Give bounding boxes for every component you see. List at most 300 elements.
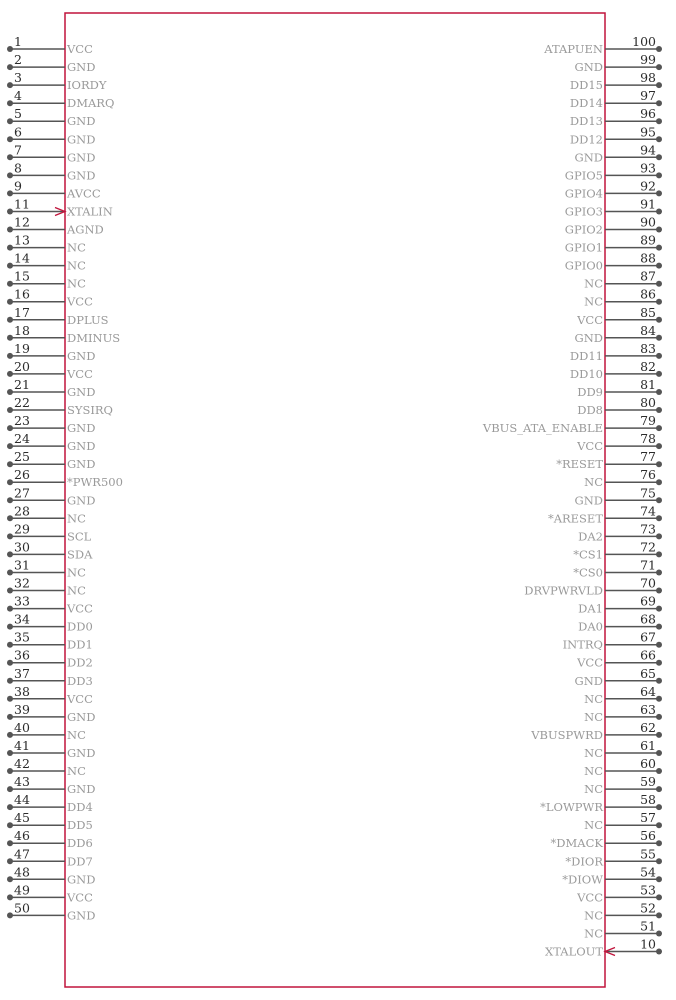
pin-number: 84 xyxy=(640,322,656,338)
pin-end-dot xyxy=(7,678,13,684)
pin-label-gnd: GND xyxy=(67,385,96,399)
pin-number: 25 xyxy=(14,449,30,465)
pin-number: 85 xyxy=(640,304,656,320)
pin-label-gnd: GND xyxy=(67,908,96,923)
pin-end-dot xyxy=(656,768,662,774)
pin-label-nc: NC xyxy=(584,691,603,706)
pin-end-dot xyxy=(656,389,662,395)
pin-end-dot xyxy=(656,515,662,521)
pin-number: 32 xyxy=(14,575,30,591)
pin-end-dot xyxy=(7,317,13,323)
pin-label-vcc: VCC xyxy=(67,890,93,905)
pin-end-dot xyxy=(656,497,662,503)
pin-end-dot xyxy=(656,696,662,702)
pin-label-gnd: GND xyxy=(574,673,603,688)
pin-end-dot xyxy=(7,46,13,52)
pin-end-dot xyxy=(656,209,662,215)
pin-number: 2 xyxy=(14,52,22,68)
pin-number: 51 xyxy=(640,918,656,934)
pin-label-dmack: *DMACK xyxy=(550,836,603,851)
pin-end-dot xyxy=(656,136,662,142)
pin-number: 27 xyxy=(14,485,30,501)
pin-number: 87 xyxy=(640,268,656,284)
pin-number: 53 xyxy=(640,882,656,898)
pin-end-dot xyxy=(656,479,662,485)
pin-label-dd6: DD6 xyxy=(67,836,93,851)
pin-label-dd3: DD3 xyxy=(67,673,93,688)
pin-label-xtalout: XTALOUT xyxy=(545,944,603,959)
pin-label-intrq: INTRQ xyxy=(562,637,603,652)
pin-end-dot xyxy=(656,931,662,937)
pin-end-dot xyxy=(656,840,662,846)
pin-end-dot xyxy=(656,461,662,467)
pin-number: 19 xyxy=(14,340,30,356)
pin-10 xyxy=(545,937,662,959)
pin-number: 68 xyxy=(640,611,656,627)
pin-end-dot xyxy=(7,551,13,557)
pin-label-vbuspwrd: VBUSPWRD xyxy=(531,727,603,742)
pin-label-nc: NC xyxy=(584,294,603,309)
pin-label-areset: *ARESET xyxy=(547,511,603,526)
pin-end-dot xyxy=(656,317,662,323)
pin-label-xtalin: XTALIN xyxy=(67,204,113,219)
pin-end-dot xyxy=(656,407,662,413)
pin-label-pwr500: *PWR500 xyxy=(67,475,123,490)
pin-end-dot xyxy=(656,876,662,882)
pin-end-dot xyxy=(7,461,13,467)
pin-end-dot xyxy=(7,497,13,503)
pin-number: 58 xyxy=(640,792,656,808)
pin-label-nc: NC xyxy=(584,782,603,797)
pin-label-gnd: GND xyxy=(574,150,603,165)
pin-label-nc: NC xyxy=(67,565,86,580)
pin-number: 33 xyxy=(14,593,30,609)
pin-label-gnd: GND xyxy=(67,168,96,183)
pin-number: 65 xyxy=(640,665,656,681)
pin-label-dd13: DD13 xyxy=(569,114,603,129)
pin-number: 97 xyxy=(640,88,656,104)
pin-end-dot xyxy=(7,822,13,828)
pin-end-dot xyxy=(656,804,662,810)
pin-number: 52 xyxy=(640,900,656,916)
pin-label-gnd: GND xyxy=(67,709,96,724)
pin-number: 69 xyxy=(640,593,656,609)
pin-label-nc: NC xyxy=(67,276,86,291)
pin-end-dot xyxy=(656,624,662,630)
pin-end-dot xyxy=(656,714,662,720)
pin-end-dot xyxy=(656,858,662,864)
pin-number: 17 xyxy=(14,304,30,320)
pin-label-gnd: GND xyxy=(67,150,96,165)
pin-end-dot xyxy=(7,227,13,233)
pin-number: 40 xyxy=(14,719,30,735)
pin-end-dot xyxy=(656,299,662,305)
pin-end-dot xyxy=(7,407,13,413)
pin-label-dmarq: DMARQ xyxy=(67,96,115,111)
pin-end-dot xyxy=(7,768,13,774)
pin-label-cs1: *CS1 xyxy=(573,547,603,562)
pin-end-dot xyxy=(7,624,13,630)
pin-number: 86 xyxy=(640,286,656,302)
pin-label-vcc: VCC xyxy=(67,691,93,706)
pin-label-sda: SDA xyxy=(67,547,93,562)
pin-end-dot xyxy=(7,353,13,359)
pin-end-dot xyxy=(656,786,662,792)
pin-label-gnd: GND xyxy=(574,493,603,508)
pin-number: 5 xyxy=(14,106,22,122)
pin-number: 92 xyxy=(640,178,656,194)
pin-label-drvpwrvld: DRVPWRVLD xyxy=(524,583,603,598)
pin-end-dot xyxy=(656,172,662,178)
pin-number: 20 xyxy=(14,358,30,374)
pin-end-dot xyxy=(7,443,13,449)
pin-end-dot xyxy=(7,82,13,88)
pin-number: 31 xyxy=(14,557,30,573)
pin-label-dd7: DD7 xyxy=(67,854,93,869)
pin-label-nc: NC xyxy=(584,926,603,941)
pin-label-vbus-ata-enable: VBUS_ATA_ENABLE xyxy=(482,421,603,436)
pin-number: 56 xyxy=(640,828,656,844)
pin-label-nc: NC xyxy=(584,818,603,833)
pin-end-dot xyxy=(7,154,13,160)
pin-end-dot xyxy=(7,876,13,882)
pin-label-sysirq: SYSIRQ xyxy=(67,403,113,417)
pin-number: 73 xyxy=(640,521,656,537)
pin-end-dot xyxy=(7,190,13,196)
pin-end-dot xyxy=(656,64,662,70)
pin-end-dot xyxy=(656,46,662,52)
pin-label-da1: DA1 xyxy=(578,601,603,616)
pin-end-dot xyxy=(656,281,662,287)
pin-end-dot xyxy=(656,190,662,196)
pin-number: 42 xyxy=(14,756,30,771)
pin-label-vcc: VCC xyxy=(577,312,603,327)
pin-label-cs0: *CS0 xyxy=(573,565,603,580)
pin-number: 48 xyxy=(14,864,30,880)
pin-number: 34 xyxy=(14,611,30,627)
pin-label-vcc: VCC xyxy=(577,655,603,670)
pin-number: 26 xyxy=(14,467,30,483)
pin-number: 80 xyxy=(640,395,656,410)
pin-number: 93 xyxy=(640,160,656,176)
pin-end-dot xyxy=(7,209,13,215)
pin-end-dot xyxy=(7,64,13,70)
pin-label-nc: NC xyxy=(584,475,603,490)
right-pin-column xyxy=(482,34,662,959)
pin-end-dot xyxy=(7,750,13,756)
pin-end-dot xyxy=(656,660,662,666)
pin-label-dminus: DMINUS xyxy=(67,330,121,345)
pin-label-gpio3: GPIO3 xyxy=(564,204,603,219)
pin-number: 75 xyxy=(640,485,656,501)
pin-label-nc: NC xyxy=(584,764,603,778)
pin-number: 45 xyxy=(14,810,30,826)
pin-number: 63 xyxy=(640,701,656,717)
pin-number: 55 xyxy=(640,846,656,862)
pin-number: 62 xyxy=(640,719,656,735)
pin-label-gnd: GND xyxy=(67,782,96,797)
pin-end-dot xyxy=(7,479,13,485)
pin-number: 54 xyxy=(640,864,656,880)
ic-body-outline xyxy=(65,13,605,987)
pin-label-gpio1: GPIO1 xyxy=(564,240,603,255)
pin-label-gnd: GND xyxy=(574,330,603,345)
pin-end-dot xyxy=(656,353,662,359)
pin-label-scl: SCL xyxy=(67,529,92,544)
pin-end-dot xyxy=(656,732,662,738)
pin-end-dot xyxy=(7,389,13,395)
pin-label-gpio4: GPIO4 xyxy=(564,186,603,201)
pin-end-dot xyxy=(7,335,13,341)
pin-end-dot xyxy=(7,858,13,864)
pin-number: 7 xyxy=(14,142,22,158)
pin-label-reset: *RESET xyxy=(556,457,603,472)
pin-label-gnd: GND xyxy=(67,348,96,363)
pin-number: 36 xyxy=(14,647,30,663)
pin-label-lowpwr: *LOWPWR xyxy=(540,800,603,815)
pin-end-dot xyxy=(656,750,662,756)
pin-end-dot xyxy=(7,136,13,142)
pin-end-dot xyxy=(7,172,13,178)
pin-end-dot xyxy=(656,118,662,124)
pin-number: 37 xyxy=(14,665,30,681)
pin-label-vcc: VCC xyxy=(67,294,93,309)
pin-number: 22 xyxy=(14,395,30,410)
pin-label-gpio5: GPIO5 xyxy=(564,168,603,183)
pin-end-dot xyxy=(7,606,13,612)
pin-label-gnd: GND xyxy=(574,60,603,75)
pin-end-dot xyxy=(656,82,662,88)
pin-label-gpio2: GPIO2 xyxy=(564,222,603,237)
pin-end-dot xyxy=(656,154,662,160)
pin-end-dot xyxy=(656,425,662,431)
pin-end-dot xyxy=(7,371,13,377)
pin-label-dd1: DD1 xyxy=(67,637,93,652)
pin-end-dot xyxy=(7,281,13,287)
pin-number: 30 xyxy=(14,539,30,555)
pin-label-gnd: GND xyxy=(67,457,96,472)
pin-number: 14 xyxy=(14,250,30,266)
pin-label-dd9: DD9 xyxy=(577,385,603,399)
pin-number: 29 xyxy=(14,521,30,537)
pin-end-dot xyxy=(7,245,13,251)
pin-end-dot xyxy=(7,118,13,124)
pin-label-nc: NC xyxy=(67,258,86,273)
pin-end-dot xyxy=(656,949,662,955)
pin-label-vcc: VCC xyxy=(67,366,93,381)
pin-number: 9 xyxy=(14,178,22,194)
pin-number: 3 xyxy=(14,70,22,86)
pin-label-gnd: GND xyxy=(67,872,96,887)
pin-number: 23 xyxy=(14,413,30,429)
pin-number: 64 xyxy=(640,683,656,699)
pin-end-dot xyxy=(656,642,662,648)
pin-number: 38 xyxy=(14,683,30,699)
pin-number: 35 xyxy=(14,629,30,645)
pin-label-agnd: AGND xyxy=(67,222,104,237)
pin-number: 88 xyxy=(640,250,656,266)
pin-end-dot xyxy=(656,551,662,557)
pin-number: 91 xyxy=(640,196,656,212)
pin-label-iordy: IORDY xyxy=(67,78,107,93)
pin-number: 57 xyxy=(640,810,656,826)
pin-end-dot xyxy=(7,840,13,846)
pin-number: 95 xyxy=(640,124,656,140)
pin-label-dd2: DD2 xyxy=(67,655,93,670)
pin-number: 83 xyxy=(640,340,656,356)
pin-number: 13 xyxy=(14,232,30,248)
pin-number: 16 xyxy=(14,286,30,302)
pin-number: 50 xyxy=(14,900,30,916)
pin-end-dot xyxy=(656,245,662,251)
pin-number: 81 xyxy=(640,377,656,392)
pin-end-dot xyxy=(656,822,662,828)
pin-label-nc: NC xyxy=(67,727,86,742)
pin-label-dd0: DD0 xyxy=(67,619,93,634)
pin-end-dot xyxy=(7,642,13,648)
pin-end-dot xyxy=(656,100,662,106)
pin-number: 94 xyxy=(640,142,656,158)
pin-end-dot xyxy=(7,912,13,918)
pin-number: 44 xyxy=(14,792,30,808)
pin-end-dot xyxy=(7,570,13,576)
pin-end-dot xyxy=(7,714,13,720)
pin-end-dot xyxy=(656,227,662,233)
pin-label-dd10: DD10 xyxy=(569,366,603,381)
pin-label-dd4: DD4 xyxy=(67,800,93,815)
pin-number: 70 xyxy=(640,575,656,591)
pin-number: 39 xyxy=(14,701,30,717)
pin-number: 1 xyxy=(14,34,22,49)
pin-label-atapuen: ATAPUEN xyxy=(544,42,603,56)
pin-label-dd12: DD12 xyxy=(569,132,603,147)
pin-number: 71 xyxy=(640,557,656,573)
pin-end-dot xyxy=(656,371,662,377)
pin-label-vcc: VCC xyxy=(577,890,603,905)
pin-number: 8 xyxy=(14,160,22,176)
pin-label-vcc: VCC xyxy=(67,601,93,616)
pin-number: 82 xyxy=(640,358,656,374)
pin-number: 61 xyxy=(640,738,656,753)
pin-label-gnd: GND xyxy=(67,60,96,75)
pin-number: 100 xyxy=(632,34,656,49)
pin-label-dior: *DIOR xyxy=(565,854,603,869)
pin-end-dot xyxy=(656,588,662,594)
pin-number: 4 xyxy=(14,88,22,104)
pin-number: 11 xyxy=(14,196,30,212)
pin-number: 60 xyxy=(640,756,656,771)
pin-label-dplus: DPLUS xyxy=(67,312,109,327)
pin-number: 47 xyxy=(14,846,30,862)
pin-label-diow: *DIOW xyxy=(562,872,603,887)
pin-label-nc: NC xyxy=(584,746,603,760)
pin-number: 96 xyxy=(640,106,656,122)
pin-number: 46 xyxy=(14,828,30,844)
pin-number: 76 xyxy=(640,467,656,483)
pin-number: 77 xyxy=(640,449,656,465)
pin-end-dot xyxy=(7,732,13,738)
pin-label-nc: NC xyxy=(67,511,86,526)
pin-number: 99 xyxy=(640,52,656,68)
pin-label-dd11: DD11 xyxy=(569,348,603,363)
pin-end-dot xyxy=(656,570,662,576)
pin-number: 41 xyxy=(14,738,30,753)
pin-number: 89 xyxy=(640,232,656,248)
pin-label-vcc: VCC xyxy=(67,42,93,56)
pin-number: 59 xyxy=(640,774,656,790)
pin-end-dot xyxy=(7,696,13,702)
pin-end-dot xyxy=(656,533,662,539)
pin-label-nc: NC xyxy=(584,709,603,724)
pin-label-dd15: DD15 xyxy=(569,78,603,93)
pin-end-dot xyxy=(656,606,662,612)
pin-number: 6 xyxy=(14,124,22,140)
pin-number: 74 xyxy=(640,503,656,519)
pin-number: 66 xyxy=(640,647,656,663)
pin-number: 43 xyxy=(14,774,30,790)
pin-label-dd5: DD5 xyxy=(67,818,93,833)
pin-end-dot xyxy=(656,335,662,341)
pin-79 xyxy=(482,413,662,435)
pin-number: 67 xyxy=(640,629,656,645)
pin-label-nc: NC xyxy=(67,764,86,778)
pin-label-da0: DA0 xyxy=(578,619,603,634)
pin-label-vcc: VCC xyxy=(577,439,603,454)
pin-label-dd8: DD8 xyxy=(577,403,603,417)
pin-number: 10 xyxy=(640,936,656,952)
pin-label-nc: NC xyxy=(584,276,603,291)
pin-end-dot xyxy=(7,263,13,269)
pin-end-dot xyxy=(656,678,662,684)
pin-end-dot xyxy=(7,533,13,539)
pin-label-gnd: GND xyxy=(67,132,96,147)
pin-label-gnd: GND xyxy=(67,114,96,129)
pin-label-dd14: DD14 xyxy=(569,96,603,111)
pin-end-dot xyxy=(7,804,13,810)
pin-end-dot xyxy=(656,912,662,918)
pin-number: 28 xyxy=(14,503,30,519)
pin-end-dot xyxy=(656,894,662,900)
pin-number: 79 xyxy=(640,413,656,429)
pin-end-dot xyxy=(7,100,13,106)
pin-number: 21 xyxy=(14,377,30,392)
pin-end-dot xyxy=(7,515,13,521)
pin-number: 18 xyxy=(14,322,30,338)
pin-end-dot xyxy=(7,660,13,666)
pin-end-dot xyxy=(7,425,13,431)
pin-number: 12 xyxy=(14,214,30,230)
pin-number: 24 xyxy=(14,431,30,447)
pin-number: 49 xyxy=(14,882,30,898)
pin-end-dot xyxy=(7,588,13,594)
pin-label-nc: NC xyxy=(67,583,86,598)
pin-end-dot xyxy=(656,263,662,269)
pin-number: 15 xyxy=(14,268,30,284)
pin-label-gnd: GND xyxy=(67,421,96,436)
pin-label-gnd: GND xyxy=(67,746,96,760)
pin-number: 78 xyxy=(640,431,656,447)
pin-label-avcc: AVCC xyxy=(67,186,101,201)
pin-label-gnd: GND xyxy=(67,439,96,454)
pin-end-dot xyxy=(7,894,13,900)
pin-label-gpio0: GPIO0 xyxy=(564,258,603,273)
pin-label-gnd: GND xyxy=(67,493,96,508)
pin-label-nc: NC xyxy=(584,908,603,923)
pin-end-dot xyxy=(656,443,662,449)
pin-number: 98 xyxy=(640,70,656,86)
pin-number: 72 xyxy=(640,539,656,555)
pin-label-da2: DA2 xyxy=(578,529,603,544)
